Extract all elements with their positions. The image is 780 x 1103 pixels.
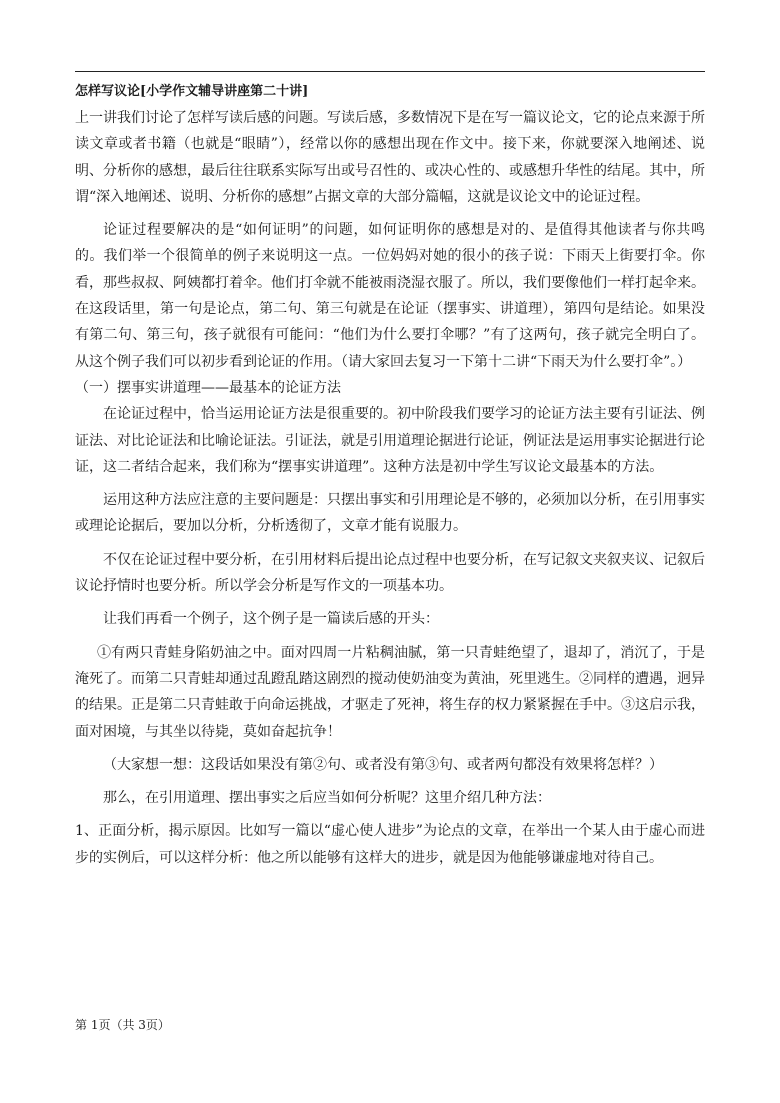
section-heading: （一）摆事实讲道理——最基本的论证方法 (75, 379, 341, 396)
paragraph-notes: 运用这种方法应注意的主要问题是：只摆出事实和引用理论是不够的，必须加以分析，在引用事实或理论论据后，要加以分析，分析透彻了，文章才能有说服力。 (75, 492, 705, 535)
paragraph-methods: 在论证过程中，恰当运用论证方法是很重要的。初中阶段我们要学习的论证方法主要有引证法、例证法、对比论证法和比喻论证法。引证法，就是引用道理论据进行论证，例证法是运用事实论据进行论证，这二者结合起来，我们称为“摆事实讲道理”。这种方法是初中学生写议论文最基本的方法。 (75, 406, 705, 475)
paragraph-frog-example: ①有两只青蛙身陷奶油之中。面对四周一片粘稠油腻，第一只青蛙绝望了，退却了，消沉了，于是淹死了。而第二只青蛙却通过乱蹬乱踏这剧烈的搅动使奶油变为黄油，死里逃生。②同样的遭遇，迥异的结果。正是第二只青蛙敢于向命运挑战，才驱走了死神，将生存的权力紧紧握在手中。③这启示我，面对困境，与其坐以待毙，莫如奋起抗争！ (75, 644, 705, 740)
paragraph-example-intro: 让我们再看一个例子，这个例子是一篇读后感的开头： (103, 611, 439, 628)
document-title: 怎样写议论[小学作文辅导讲座第二十讲] (75, 84, 309, 99)
paragraph-how-to-analyze: 那么，在引用道理、摆出事实之后应当如何分析呢？这里介绍几种方法： (103, 790, 551, 807)
paragraph-analysis: 不仅在论证过程中要分析，在引用材料后提出论点过程中也要分析，在写记叙文夹叙夹议、记叙后议论抒情时也要分析。所以学会分析是写作文的一项基本功。 (75, 551, 705, 595)
paragraph-method-1: 1、正面分析，揭示原因。比如写一篇以“虚心使人进步”为论点的文章，在举出一个某人由于虚心而进步的实例后，可以这样分析：他之所以能够有这样大的进步，就是因为他能够谦虚地对待自己。 (75, 823, 705, 866)
paragraph-argument-process: 论证过程要解决的是“如何证明”的问题，如何证明你的感想是对的、是值得其他读者与你共鸣的。我们举一个很简单的例子来说明这一点。一位妈妈对她的很小的孩子说：下雨天上街要打伞。你看，那些叔叔、阿姨都打着伞。他们打伞就不能被雨浇湿衣服了。所以，我们要像他们一样打起伞来。在这段话里，第一句是论点，第二句、第三句就是在论证（摆事实、讲道理），第四句是结论。如果没有第二句、第三句，孩子就很有可能问：“他们为什么要打伞哪？”有了这两句，孩子就完全明白了。从这个例子我们可以初步看到论证的作用。（请大家回去复习一下第十二讲“下雨天为什么要打伞”。） (75, 222, 705, 370)
header-rule (75, 71, 705, 72)
document-page (75, 78, 705, 871)
page-footer: 第 1页（共 3页） (75, 1018, 170, 1032)
paragraph-intro: 上一讲我们讨论了怎样写读后感的问题。写读后感，多数情况下是在写一篇议论文，它的论点来源于所读文章或者书籍（也就是“眼睛”），经常以你的感想出现在作文中。接下来，你就要深入地阐述、说明、分析你的感想，最后往往联系实际写出或号召性的、或决心性的、或感想升华性的结尾。其中，所谓“深入地阐述、说明、分析你的感想”占据文章的大部分篇幅，这就是议论文中的论证过程。 (75, 110, 705, 205)
paragraph-question: （大家想一想：这段话如果没有第②句、或者没有第③句、或者两句都没有效果将怎样？） (103, 756, 663, 773)
